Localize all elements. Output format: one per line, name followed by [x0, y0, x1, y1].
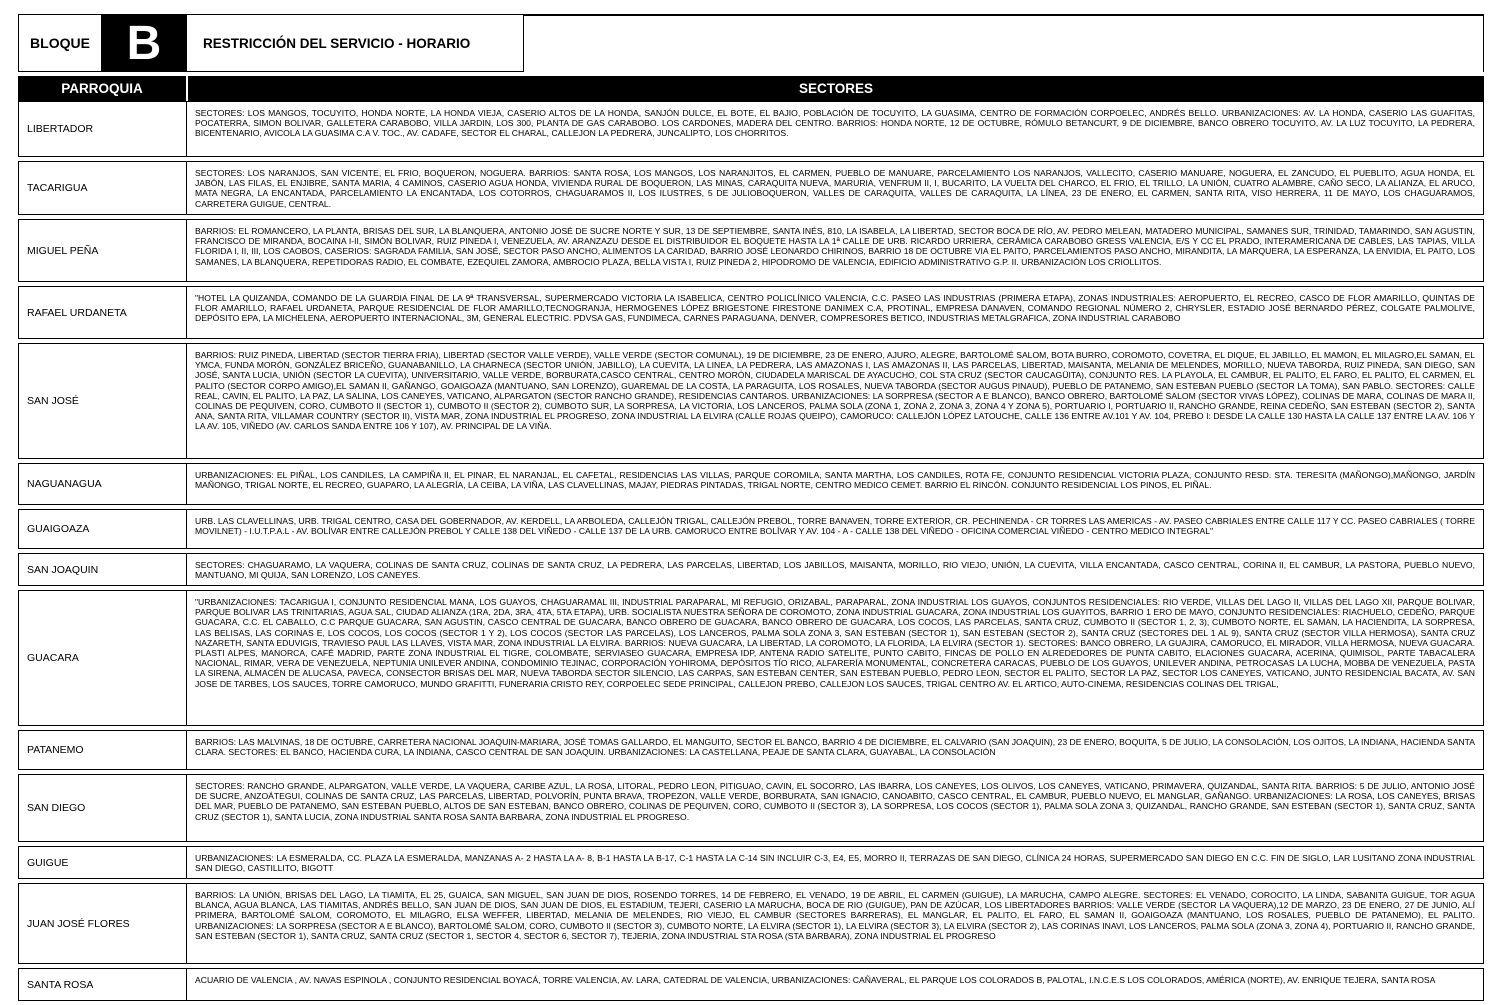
- sectores-cell: SECTORES: CHAGUARAMO, LA VAQUERA, COLINAS DE SANTA CRUZ, COLINAS DE SANTA CRUZ, LA PEDRERA, LAS PARCELAS, LIBERTAD, LOS JABILLOS, MAISANTA, MORILLO, RIO VIEJO, UNIÓN, LA CUEVITA, VILLA ENCANTADA, CASCO CENTRAL, CORINA II, EL CAMBUR, LA PASTORA, PUEBLO NUEVO, MANTUANO, MI QUIJA, SAN LORENZO, LOS CANEYES.: [195, 560, 1475, 581]
- header: [18, 14, 1484, 74]
- bloque-label: BLOQUE: [18, 14, 102, 72]
- parroquia-cell: SAN JOAQUIN: [19, 554, 187, 585]
- sectores-cell: BARRIOS: RUIZ PINEDA, LIBERTAD (SECTOR TIERRA FRIA), LIBERTAD (SECTOR VALLE VERDE), VALLE VERDE (SECTOR COMUNAL), 19 DE DICIEMBRE, 23 DE ENERO, AJURO, ALEGRE, BARTOLOMÉ SALOM, BOTA BURRO, COROMOTO, COVETRA, EL DIQUE, EL JABILLO, EL MAMON, EL MILAGRO,EL SAMAN, EL YMCA, FUNDA MORÓN, GONZÁLEZ BRICEÑO, GUANABANILLO, LA CHARNECA (SECTOR UNIÓN, JABILLO), LA CUEVITA, LA LINEA, LA PEDRERA, LAS AMAZONAS I, LAS AMAZONAS II, LAS PARCELAS, LIBERTAD, MAISANTA, MELANIA DE MELENDES, MORILLO, NUEVA TABORDA, RUIZ PINEDA, SAN DIEGO, SAN JOSÉ, SANTA LUCIA, UNIÓN (SECTOR LA CUEVITA), UNIVERSITARIO, VALLE VERDE, BORBURATA,CASCO CENTRAL, CENTRO MORÓN, CIUDADELA MARISCAL DE AYACUCHO, COL STA CRUZ (SECTOR CAUCAGÜITA), CONJUNTO RES. LA PLAYOLA, EL CAMBUR, EL PALITO, EL FARO, EL PALITO, EL CARMEN, EL PALITO (SECTOR CORPO AMIGO),EL SAMAN II, GAÑANGO, GOAIGOAZA (MANTUANO, SAN LORENZO), GUAREMAL DE LA COSTA, LA PARAGUITA, LOS ROSALES, NUEVA TABORDA (SECTOR AUGUS PINAUD), PUEBLO DE PATANEMO, SAN ESTEBAN PUEBLO (SECTOR LA TOMA), SAN PABLO. SECTORES: CALLE REAL, CAVIN, EL PALITO, LA PAZ, LA SALINA, LOS CANEYES, VATICANO, ALPARGATON (SECTOR RANCHO GRANDE), RESIDENCIAS CANTAROS. URBANIZACIONES: LA SORPRESA (SECTOR A E BLANCO), BANCO OBRERO, BARTOLOMÉ SALOM (SECTOR VIVAS LÓPEZ), COLINAS DE MARA, COLINAS DE MARA II, COLINAS DE PEQUIVEN, CORO, CUMBOTO II (SECTOR 1), CUMBOTO II (SECTOR 2), CUMBOTO SUR, LA SORPRESA, LA VICTORIA, LOS LANCEROS, PALMA SOLA (ZONA 1, ZONA 2, ZONA 3, ZONA 4 Y ZONA 5), PORTUARIO I, PORTUARIO II, RANCHO GRANDE, REINA CEDEÑO, SAN ESTEBAN (SECTOR 2), SANTA ANA, SANTA RITA, VILLAMAR COUNTRY (SECTOR II), VISTA MAR, ZONA INDUSTRIAL EL PROGRESO, ZONA INDUSTRIAL LA ELVIRA (CALLE ROJAS QUEIPO), CAMORUCO: CALLEJÓN LÓPEZ LATOUCHE, CALLE 136 ENTRE AV.101 Y AV. 104, PREBO I: DESDE LA CALLE 130 HASTA LA CALLE 137 ENTRE LA AV. 106 Y LA AV. 105, VIÑEDO (AV. CARLOS SANDA ENTRE 106 Y 107), AV. PRINCIPAL DE LA VIÑA.: [195, 350, 1475, 432]
- sectores-cell: "HOTEL LA QUIZANDA, COMANDO DE LA GUARDIA FINAL DE LA 9ª TRANSVERSAL, SUPERMERCADO VICTORIA LA ISABELICA, CENTRO POLICLÍNICO VALENCIA, C.C. PASEO LAS INDUSTRIAS (PRIMERA ETAPA), ZONAS INDUSTRIALES: AEROPUERTO, EL RECREO, CASCO DE FLOR AMARILLO, QUINTAS DE FLOR AMARILLO, RAFAEL URDANETA, PARQUE RESIDENCIAL DE FLOR AMARILLO,TECNOGRANJA, HERMOGENES LÓPEZ BRIGESTONE FIRESTONE DANIMEX C.A, PROTINAL, EMPRESA DANAVEN, COMANDO REGIONAL NÚMERO 2, CHRYSLER, ESTADIO JOSÉ BERNARDO PÉREZ, COLGATE PALMOLIVE, DEPÓSITO EPA, LA MICHELENA, AEROPUERTO INTERNACIONAL, 3M, GENERAL ELECTRIC. PDVSA GAS, FUNDIMECA, CARNES PARAGUANA, DENVER, COMPRESORES BETICO, INDUSTRIAS METALGRAFICA, ZONA INDUSTRIAL CARABOBO: [195, 293, 1475, 324]
- table-row: [18, 774, 1484, 842]
- table-row: [18, 730, 1484, 770]
- parroquia-cell: LIBERTADOR: [19, 102, 187, 156]
- table-row: [18, 463, 1484, 505]
- parroquia-cell: PATANEMO: [19, 731, 187, 769]
- table-row: [18, 968, 1484, 1001]
- sectores-cell: ACUARIO DE VALENCIA , AV. NAVAS ESPINOLA , CONJUNTO RESIDENCIAL BOYACÁ, TORRE VALENCIA, AV. LARA, CATEDRAL DE VALENCIA, URBANIZACIONES: CAÑAVERAL, EL PARQUE LOS COLORADOS B, PALOTAL, I.N.C.E.S LOS COLORADOS, AMÉRICA (NORTE), AV. ENRIQUE TEJERA, SANTA ROSA: [195, 975, 1436, 985]
- table-body: [18, 101, 1484, 1001]
- parroquia-cell: GUACARA: [19, 591, 187, 725]
- bloque-letter: B: [102, 14, 186, 72]
- table-row: [18, 343, 1484, 459]
- sectores-cell: URBANIZACIONES: LA ESMERALDA, CC. PLAZA LA ESMERALDA, MANZANAS A- 2 HASTA LA A- 8, B-1 HASTA LA B-17, C-1 HASTA LA C-14 SIN INCLUIR C-3, E4, E5, MORRO II, TERRAZAS DE SAN DIEGO, CLÍNICA 24 HORAS, SUPERMERCADO SAN DIEGO EN C.C. FIN DE SIGLO, LAR LUSITANO ZONA INDUSTRIAL SAN DIEGO, CASTILLITO, BIGOTT: [195, 853, 1475, 874]
- sectores-cell: BARRIOS: EL ROMANCERO, LA PLANTA, BRISAS DEL SUR, LA BLANQUERA, ANTONIO JOSÉ DE SUCRE NORTE Y SUR, 13 DE SEPTIEMBRE, SANTA INÉS, 810, LA ISABELA, LA LIBERTAD, SECTOR BOCA DE RÍO, AV. PEDRO MELEAN, MATADERO MUNICIPAL, SAMANES SUR, TRINIDAD, TAMARINDO, SAN AGUSTIN, FRANCISCO DE MIRANDA, BOCAINA I-II, SIMÓN BOLIVAR, RUIZ PINEDA I, VENEZUELA, AV. ARANZAZU DESDE EL DISTRIBUIDOR EL BOQUETE HASTA LA 1ª CALLE DE URB. RICARDO URRIERA, CERÁMICA CARABOBO GRESS VALENCIA, E/S Y CC EL PRADO, INTERAMERICANA DE CABLES, LAS TAPIAS, VILLA FLORIDA I, II, III, LOS CAOBOS, CASERIOS: SAGRADA FAMILIA, SAN JOSÉ, SECTOR PASO ANCHO, ALIMENTOS LA CARIDAD, BARRIO JOSÉ LEONARDO CHIRINOS, BARRIO 18 DE OCTUBRE VIA EL PAITO, PARCELAMIENTOS PASO ANCHO, MIRANDITA, LA MARQUERA, LA ESPERANZA, LA ENVIDIA, EL PAITO, LOS SAMANES, LA BLANQUERA, REPETIDORAS RADIO, EL COMBATE, EZEQUIEL ZAMORA, AMBROCIO PLAZA, BELLA VISTA I, RUIZ PINEDA 2, HIPODROMO DE VALENCIA, EDIFICIO ADMINISTRATIVO G.P. II. URBANIZACIÓN LOS CRIOLLITOS.: [195, 226, 1475, 267]
- column-header-sectores: SECTORES: [186, 76, 1484, 101]
- sectores-cell: "URBANIZACIONES: TACARIGUA I, CONJUNTO RESIDENCIAL MANA, LOS GUAYOS, CHAGUARAMAL III, INDUSTRIAL PARAPARAL, MI REFUGIO, ORIZABAL, PARAPARAL, ZONA INDUSTRIAL LOS GUAYOS, CONJUNTOS RESIDENCIALES: RIO VERDE, VILLAS DEL LAGO II, VILLAS DEL LAGO XII, PARQUE BOLIVAR, PARQUE BOLIVAR LAS TRINITARIAS, AGUA SAL, CIUDAD ALIANZA (1RA, 2DA, 3RA, 4TA, 5TA ETAPA), URB. SOCIALISTA NUESTRA SEÑORA DE COROMOTO, ZONA INDUSTRIAL GUACARA, ZONA INDUSTRIAL LOS GUAYITOS, BARRIO 1 ERO DE MAYO, CONJUNTO RESIDENCIALES: RIACHUELO, CEDEÑO, PARQUE GUACARA, C.C. EL CABALLO, C.C PARQUE GUACARA, SAN AGUSTIN, CASCO CENTRAL DE GUACARA, BANCO OBRERO DE GUACARA, BANCO OBRERO DE GUACARA, LOS COCOS, LAS PARCELAS, SANTA CRUZ, CUMBOTO II (SECTOR 1, 2, 3), CUMBOTO NORTE, EL SAMAN, LA HACIENDITA, LA SORPRESA, LAS BELISAS, LAS CORINAS E, LOS COCOS, LOS COCOS (SECTOR 1 Y 2), LOS COCOS (SECTOR LAS PARCELAS), LOS LANCEROS, PALMA SOLA ZONA 3, SAN ESTEBAN (SECTOR 1), SAN ESTEBAN (SECTOR 2), SANTA CRUZ (SECTORES DEL 1 AL 9), SANTA CRUZ (SECTOR VILLA HERMOSA), SANTA CRUZ NAZARETH, SANTA EDUVIGIS, TRAVIESO PAUL LAS LLAVES, VISTA MAR, ZONA INDUSTRIAL LA ELVIRA. BARRIOS: NUEVA GUACARA, LA LIBERTAD, LA COROMOTO, LA FLORIDA, LA ELVIRA (SECTOR 1). SECTORES: BANCO OBRERO, LA GUAJIRA, CAMORUCO, EL MIRADOR, VILLA HERMOSA, NUEVA GUACARA. PLASTI ALPES, MANORCA, CAFÉ MADRID, PARTE ZONA INDUSTRIAL EL TIGRE, COLOMBATE, SERVIASEO GUACARA, EMPRESA IDP, ANTENA RADIO SATELITE, PUNTO CABITO, FINCAS DE POLLO EN ALREDEDORES DE PUNTA CABITO, ELACIONES GUACARA, ACERINA, QUIMISOL, PARTE TABACALERA NACIONAL, RIMAR, VERA DE VENEZUELA, NEPTUNIA UNILEVER ANDINA, CONDOMINIO TEJINAC, CORPORACIÓN YOHIROMA, DEPÓSITOS TÍO RICO, ALFARERÍA MONUMENTAL, CONCRETERA CARACAS, PUEBLO DE LOS GUAYOS, UNILEVER ANDINA, PETROCASAS LA LUCHA, MOBBA DE VENEZUELA, PASTA LA SIRENA, ALMACÉN DE ALUCASA, PAVECA, CONSECTOR BRISAS DEL MAR, NUEVA TABORDA SECTOR SILENCIO, LAS CARPAS, SAN ESTEBAN CENTER, SAN ESTEBAN PUEBLO, PEDRO LEON, SECTOR EL PALITO, SECTOR LA PAZ, SECTOR LOS CANEYES, VATICANO, JUNTO RESIDENCIAL BACATA, AV. SAN JOSE DE TARBES, LOS SAUCES, TORRE CAMORUCO, MUNDO GRAFITTI, FUNERARIA CRISTO REY, CORPOELEC SEDE PRINCIPAL, CALLEJON PREBO, CALLEJON LOS SAUCES, TRIGAL CENTRO AV. EL ARTICO, AUTO-CINEMA, RESIDENCIAS COLINAS DEL TRIGAL,: [195, 597, 1475, 689]
- table-header: [18, 76, 1484, 101]
- table-row: [18, 553, 1484, 586]
- table-row: [18, 509, 1484, 549]
- parroquia-cell: JUAN JOSÉ FLORES: [19, 884, 187, 963]
- page-title: RESTRICCIÓN DEL SERVICIO - HORARIO: [186, 14, 524, 72]
- parroquia-cell: MIGUEL PEÑA: [19, 220, 187, 281]
- table-row: [18, 101, 1484, 157]
- sectores-cell: SECTORES: LOS NARANJOS, SAN VICENTE, EL FRIO, BOQUERON, NOGUERA. BARRIOS: SANTA ROSA, LOS MANGOS, LOS NARANJITOS, EL CARMEN, PUEBLO DE MANUARE, PARCELAMIENTO LOS NARANJOS, VALLECITO, CASERIO MANUARE, NOGUERA, EL ZANCUDO, EL PUEBLITO, AGUA HONDA, EL JABÓN, LAS FILAS, EL ENJIBRE, SANTA MARIA, 4 CAMINOS, CASERIO AGUA HONDA, VIVIENDA RURAL DE BOQUERON, LAS MINAS, CARAQUITA NUEVA, MARURIA, VENFRUM II, I, BUCARITO, LA VUELTA DEL CHARCO, EL FRIO, EL TRILLO, LA UNIÓN, CUATRO ALAMBRE, CAÑO SECO, LA ALIANZA, EL ARUCO, MATA NEGRA, LA ENCANTADA, PARCELAMIENTO LA ENCANTADA, LOS COTORROS, CHAGUARAMOS II, LOS ILUSTRES, 5 DE JULIOBOQUERON, VALLES DE CARAQUITA, VALLES DE CARAQUITA, LA LÍNEA, 23 DE ENERO, EL CARMEN, SANTA RITA, VISO HERRERA, 11 DE MAYO, LOS CHAGUARAMOS, CARRETERA GUIGUE, CENTRAL.: [195, 168, 1475, 209]
- table-row: [18, 161, 1484, 215]
- sectores-cell: SECTORES: RANCHO GRANDE, ALPARGATON, VALLE VERDE, LA VAQUERA, CARIBE AZUL, LA ROSA, LITORAL, PEDRO LEON, PITIGUAO, CAVIN, EL SOCORRO, LAS IBARRA, LOS CANEYES, LOS OLIVOS, LOS CANEYES, VATICANO, PRIMAVERA, QUIZANDAL, SANTA RITA. BARRIOS: 5 DE JULIO, ANTONIO JOSÉ DE SUCRE, ANZOÁTEGUI, COLINAS DE SANTA CRUZ, LAS PARCELAS, LIBERTAD, POLVORÍN, PUNTA BRAVA, TROPEZON, VALLE VERDE, BORBURATA, SAN IGNACIO, CANOABITO, CASCO CENTRAL, EL CAMBUR, PUEBLO NUEVO, EL MANGLAR, GAÑANGO. URBANIZACIONES: LA ROSA, LOS CANEYES, BRISAS DEL MAR, PUEBLO DE PATANEMO, SAN ESTEBAN PUEBLO, ALTOS DE SAN ESTEBAN, BANCO OBRERO, COLINAS DE PEQUIVEN, CORO, CUMBOTO II (SECTOR 3), LA SORPRESA, LOS COCOS (SECTOR 1), PALMA SOLA ZONA 3, QUIZANDAL, RANCHO GRANDE, SAN ESTEBAN (SECTOR 1), SANTA CRUZ, SANTA CRUZ (SECTOR 1), SANTA LUCIA, ZONA INDUSTRIAL SANTA ROSA SANTA BARBARA, ZONA INDUSTRIAL EL PROGRESO.: [195, 781, 1475, 822]
- sectores-cell: SECTORES: LOS MANGOS, TOCUYITO, HONDA NORTE, LA HONDA VIEJA, CASERIO ALTOS DE LA HONDA, SANJÓN DULCE, EL BOTE, EL BAJIO, POBLACIÓN DE TOCUYITO, LA GUASIMA, CENTRO DE FORMACIÓN CORPOELEC, ANDRÉS BELLO. URBANIZACIONES: AV. LA HONDA, CASERIO LAS GUAFITAS, POCATERRA, SIMON BOLIVAR, GALLETERA CARABOBO, VILLA JARDIN, LOS 300, PLANTA DE GAS CARABOBO. LOS CARDONES, MADERA DEL CENTRO. BARRIOS: HONDA NORTE, 12 DE OCTUBRE, RÓMULO BETANCURT, 9 DE DICIEMBRE, BANCO OBRERO TOCUYITO, AV. LA LUZ TOCUYITO, LA PEDRERA, BICENTENARIO, AVICOLA LA GUASIMA C.A V. TOC., AV. CADAFE, SECTOR EL CHARAL, CALLEJON LA PEDRERA, JUNCALIPTO, LOS CHORRITOS.: [195, 108, 1475, 139]
- header-divider: [524, 14, 1484, 16]
- parroquia-cell: SAN DIEGO: [19, 775, 187, 841]
- sectores-cell: BARRIOS: LAS MALVINAS, 18 DE OCTUBRE, CARRETERA NACIONAL JOAQUIN-MARIARA, JOSÉ TOMAS GALLARDO, EL MANGUITO, SECTOR EL BANCO, BARRIO 4 DE DICIEMBRE, EL CALVARIO (SAN JOAQUIN), 23 DE ENERO, BOQUITA, 5 DE JULIO, LA CONSOLACIÓN, LOS OJITOS, LA INDIANA, HACIENDA SANTA CLARA. SECTORES: EL BANCO, HACIENDA CURA, LA INDIANA, CASCO CENTRAL DE SAN JOAQUIN. URBANIZACIONES: LA CASTELLANA, PEAJE DE SANTA CLARA, GUAYABAL, LA CONSOLACIÓN: [195, 737, 1475, 758]
- parroquia-cell: TACARIGUA: [19, 162, 187, 214]
- table-row: [18, 286, 1484, 339]
- parroquia-cell: GUAIGOAZA: [19, 510, 187, 548]
- parroquia-cell: GUIGUE: [19, 847, 187, 878]
- table-row: [18, 219, 1484, 282]
- table-row: [18, 590, 1484, 726]
- parroquia-cell: SANTA ROSA: [19, 969, 187, 1000]
- parroquia-cell: SAN JOSÉ: [19, 344, 187, 458]
- column-header-parroquia: PARROQUIA: [61, 81, 143, 96]
- table-row: [18, 883, 1484, 964]
- header-divider-right: [1483, 14, 1485, 72]
- sectores-cell: URBANIZACIONES: EL PIÑAL, LOS CANDILES, LA CAMPIÑA II, EL PINAR, EL NARANJAL, EL CAFETAL, RESIDENCIAS LAS VILLAS, PARQUE COROMILA, SANTA MARTHA, LOS CANDILES, ROTA FE, CONJUNTO RESIDENCIAL VICTORIA PLAZA, CONJUNTO RESD. STA. TERESITA (MAÑONGO),MAÑONGO, JARDÍN MAÑONGO, TRIGAL NORTE, EL RECREO, GUAPARO, LA ALEGRÍA, LA CEIBA, LA VIÑA, LAS CLAVELLINAS, MAJAY, PIEDRAS PINTADAS, TRIGAL NORTE, CENTRO MEDICO CEMET. BARRIO EL RINCÓN. CONJUNTO RESIDENCIAL LOS PINOS, EL PIÑAL.: [195, 470, 1475, 491]
- sectores-cell: URB. LAS CLAVELLINAS, URB. TRIGAL CENTRO, CASA DEL GOBERNADOR, AV. KERDELL, LA ARBOLEDA, CALLEJÓN TRIGAL, CALLEJÓN PREBOL, TORRE BANAVEN, TORRE EXTERIOR, CR. PECHINENDA - CR TORRES LAS AMERICAS - AV. PASEO CABRIALES ENTRE CALLE 117 Y CC. PASEO CABRIALES ( TORRE MOVILNET) - I.U.T.P.A.L - AV. BOLÍVAR ENTRE CALLEJÓN PREBOL Y CALLE 138 DEL VIÑEDO - CALLE 137 DE LA URB. CAMORUCO ENTRE BOLÍVAR Y AV. 104 - A - CALLE 138 DEL VIÑEDO - OFICINA COMERCIAL VIÑEDO - CENTRO MEDICO INTEGRAL": [195, 516, 1475, 537]
- sectores-cell: BARRIOS: LA UNIÓN, BRISAS DEL LAGO, LA TIAMITA, EL 25, GUAICA, SAN MIGUEL, SAN JUAN DE DIOS, ROSENDO TORRES, 14 DE FEBRERO, EL VENADO, 19 DE ABRIL, EL CARMEN (GUIGUE), LA MARUCHA, CAMPO ALEGRE. SECTORES: EL VENADO, COROCITO, LA LINDA, SABANITA GUIGUE, TOR AGUA BLANCA, AGUA BLANCA, LAS TIAMITAS, ANDRÉS BELLO, SAN JUAN DE DIOS, SAN JUAN DE DIOS, EL ESTADIUM, TEJERI, CASERIO LA MARUCHA, BOCA DE RIO (GUIGUE), PAN DE AZÚCAR, LOS LIBERTADORES BARRIOS: VALLE VERDE (SECTOR LA VAQUERA),12 DE MARZO, 23 DE ENERO, 27 DE JUNIO, ALÍ PRIMERA, BARTOLOMÉ SALOM, COROMOTO, EL MILAGRO, ELSA WEFFER, LIBERTAD, MELANIA DE MELENDES, RIO VIEJO, EL CAMBUR (SECTORES BARRERAS), EL MANGLAR, EL PALITO, EL FARO, EL SAMAN II, GOAIGOAZA (MANTUANO, LOS ROSALES, PUEBLO DE PATANEMO), EL PALITO. URBANIZACIONES: LA SORPRESA (SECTOR A E BLANCO), BARTOLOMÉ SALOM, CORO, CUMBOTO II (SECTOR 3), CUMBOTO NORTE, LA ELVIRA (SECTOR 1), LA ELVIRA (SECTOR 3), LA ELVIRA (SECTOR 2), LAS CORINAS INAVI, LOS LANCEROS, PALMA SOLA (ZONA 3, ZONA 4), PORTUARIO II, RANCHO GRANDE, SAN ESTEBAN (SECTOR 1), SANTA CRUZ, SANTA CRUZ (SECTOR 1, SECTOR 4, SECTOR 6, SECTOR 7), TEJERIA, ZONA INDUSTRIAL STA ROSA (STA BARBARA), ZONA INDUSTRIAL EL PROGRESO: [195, 890, 1475, 941]
- parroquia-cell: RAFAEL URDANETA: [19, 287, 187, 338]
- parroquia-cell: NAGUANAGUA: [19, 464, 187, 504]
- table-row: [18, 846, 1484, 879]
